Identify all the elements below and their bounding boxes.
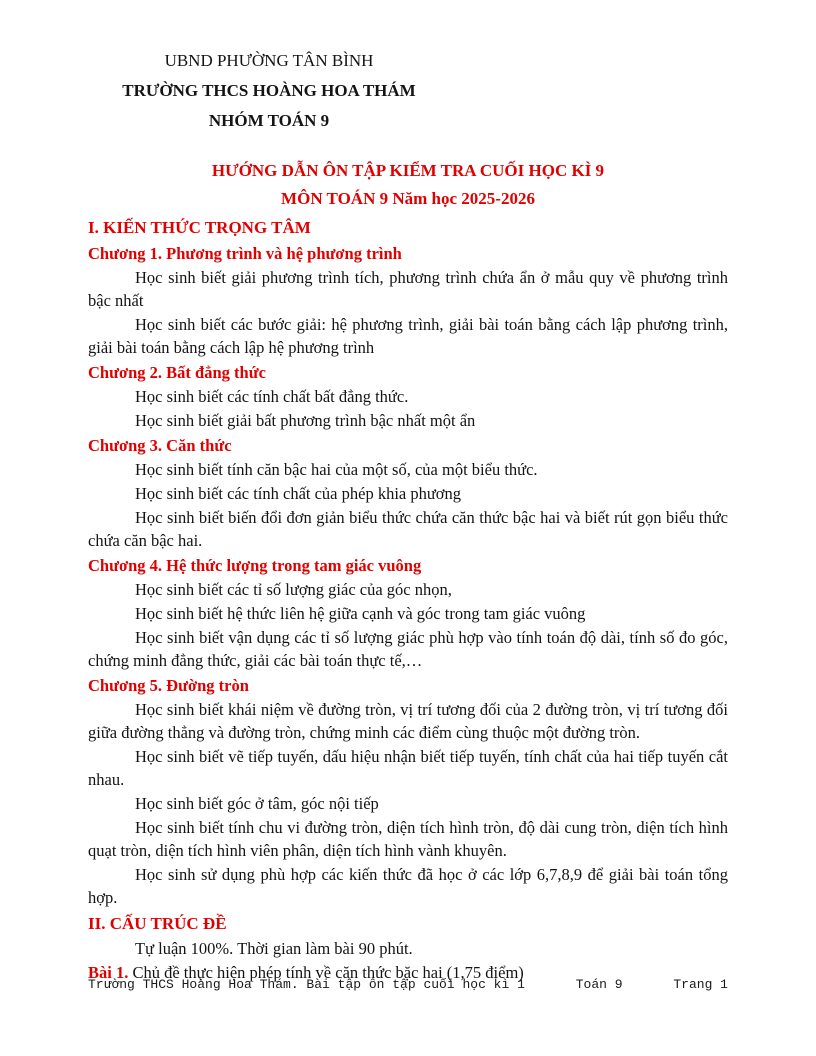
paragraph: Học sinh biết các tính chất của phép khia phương: [135, 484, 462, 503]
chapter-2-heading: Chương 2. Bất đẳng thức: [88, 363, 266, 382]
footer-page-number: Trang 1: [673, 977, 728, 992]
paragraph: Học sinh biết giải bất phương trình bậc nhất một ẩn: [135, 411, 476, 430]
paragraph: Học sinh biết các tỉ số lượng giác của góc nhọn,: [135, 580, 452, 599]
chapter-5-heading: Chương 5. Đường tròn: [88, 676, 249, 695]
paragraph: Tự luận 100%. Thời gian làm bài 90 phút.: [135, 939, 413, 958]
chapter-1-heading: Chương 1. Phương trình và hệ phương trình: [88, 244, 402, 263]
footer-left-text: Trường THCS Hoàng Hoa Thám. Bài tập ôn tập cuối học kì 1: [88, 977, 525, 992]
paragraph: Học sinh biết tính căn bậc hai của một số, của một biểu thức.: [135, 460, 538, 479]
paragraph: Học sinh sử dụng phù hợp các kiến thức đã học ở các lớp 6,7,8,9 để giải bài toán tổng hợp.: [88, 865, 728, 907]
document-title-line2: MÔN TOÁN 9 Năm học 2025-2026: [281, 189, 535, 208]
group-name: NHÓM TOÁN 9: [208, 111, 330, 130]
footer-subject-text: Toán 9: [575, 977, 623, 992]
exercise-1-text: Chủ đề thực hiện phép tính về căn thức bặc hai (1,75 điểm): [132, 963, 524, 982]
exercise-1-label: Bài 1.: [88, 963, 129, 982]
document-title-line1: HƯỚNG DẪN ÔN TẬP KIỂM TRA CUỐI HỌC KÌ 9: [211, 161, 605, 180]
chapter-3-heading: Chương 3. Căn thức: [88, 436, 232, 455]
section-heading-knowledge: I. KIẾN THỨC TRỌNG TÂM: [88, 218, 311, 237]
paragraph: Học sinh biết biến đổi đơn giản biểu thức chứa căn thức bậc hai và biết rút gọn biểu thức chứa căn bậc hai.: [88, 508, 728, 550]
paragraph: Học sinh biết các tính chất bất đẳng thức.: [135, 387, 409, 406]
org-name: UBND PHƯỜNG TÂN BÌNH: [164, 51, 374, 70]
letterhead: [88, 46, 450, 136]
school-name: TRƯỜNG THCS HOÀNG HOA THÁM: [122, 81, 416, 100]
paragraph: Học sinh biết vẽ tiếp tuyến, dấu hiệu nhận biết tiếp tuyến, tính chất của hai tiếp tuyến cắt nhau.: [88, 747, 728, 789]
chapter-4-heading: Chương 4. Hệ thức lượng trong tam giác vuông: [88, 556, 422, 575]
paragraph: Học sinh biết vận dụng các tỉ số lượng giác phù hợp vào tính toán độ dài, tính số đo góc, chứng minh đẳng thức, giải các bài toán thực tế,…: [88, 628, 728, 670]
section-heading-structure: II. CẤU TRÚC ĐỀ: [88, 914, 227, 933]
page-content: [88, 46, 728, 984]
paragraph: Học sinh biết giải phương trình tích, phương trình chứa ẩn ở mẫu quy về phương trình bậc nhất: [88, 268, 728, 310]
document-title: [88, 157, 728, 213]
page-footer: [88, 977, 728, 993]
paragraph: Học sinh biết tính chu vi đường tròn, diện tích hình tròn, độ dài cung tròn, diện tích hình quạt tròn, diện tích hình viên phân, diện tích hình vành khuyên.: [88, 818, 728, 860]
paragraph: Học sinh biết các bước giải: hệ phương trình, giải bài toán bằng cách lập phương trình, giải bài toán bằng cách lập hệ phương trình: [88, 315, 728, 357]
paragraph: Học sinh biết khái niệm về đường tròn, vị trí tương đối của 2 đường tròn, vị trí tương đối giữa đường thẳng và đường tròn, chứng minh các điểm cùng thuộc một đường tròn.: [88, 700, 728, 742]
paragraph: Học sinh biết góc ở tâm, góc nội tiếp: [135, 794, 379, 813]
paragraph: Học sinh biết hệ thức liên hệ giữa cạnh và góc trong tam giác vuông: [135, 604, 586, 623]
